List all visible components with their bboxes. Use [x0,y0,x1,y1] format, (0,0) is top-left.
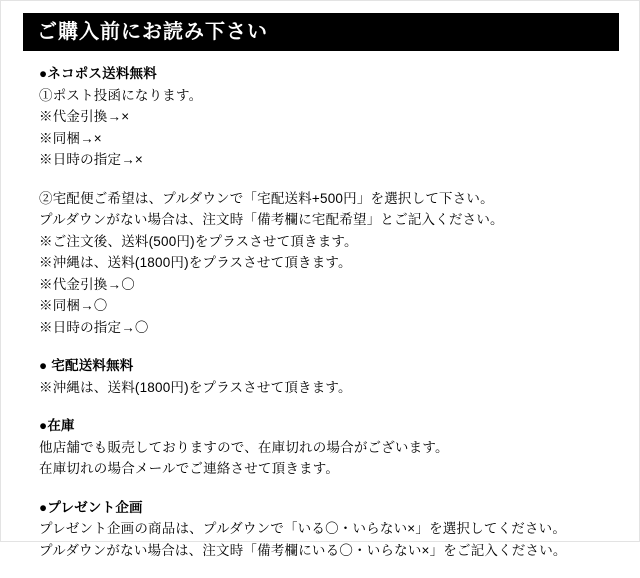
notice-line: プレゼント企画の商品は、プルダウンで「いる〇・いらない×」を選択してください。 [39,521,567,536]
notice-line: 他店舗でも販売しておりますので、在庫切れの場合がございます。 [39,439,449,455]
notice-block [39,188,619,339]
notice-line: ※代金引換→× [39,109,130,124]
notice-block [39,415,619,480]
notice-line: ※沖縄は、送料(1800円)をプラスさせて頂きます。 [39,255,352,270]
notice-section-heading: ● 宅配送料無料 [39,358,134,373]
notice-section-heading: ●在庫 [39,418,75,433]
notice-line: ※代金引換→〇 [39,276,135,292]
notice-block [39,63,619,171]
notice-line: プルダウンがない場合は、注文時「備考欄に宅配希望」とご記入ください。 [39,212,504,227]
notice-section-heading: ●プレゼント企画 [39,499,143,515]
notice-line: ※同梱→〇 [39,298,108,313]
notice-line: ※ご注文後、送料(500円)をプラスさせて頂きます。 [39,233,358,249]
notice-header-bar [23,13,619,51]
notice-line: ※沖縄は、送料(1800円)をプラスさせて頂きます。 [39,379,352,395]
notice-block [39,497,619,562]
notice-line: ②宅配便ご希望は、プルダウンで「宅配送料+500円」を選択して下さい。 [39,190,494,206]
notice-line: 在庫切れの場合メールでご連絡させて頂きます。 [39,461,340,476]
notice-line: ※同梱→× [39,130,102,146]
notice-line: ※日時の指定→〇 [39,319,149,335]
notice-section-heading: ●ネコポス送料無料 [39,66,157,81]
page-title: ご購入前にお読み下さい [37,21,268,43]
notice-line: ①ポスト投函になります。 [39,87,203,103]
notice-line: ※日時の指定→× [39,152,143,167]
notice-line: プルダウンがない場合は、注文時「備考欄にいる〇・いらない×」をご記入ください。 [39,542,567,558]
notice-block [39,355,619,398]
notice-content [39,63,619,578]
